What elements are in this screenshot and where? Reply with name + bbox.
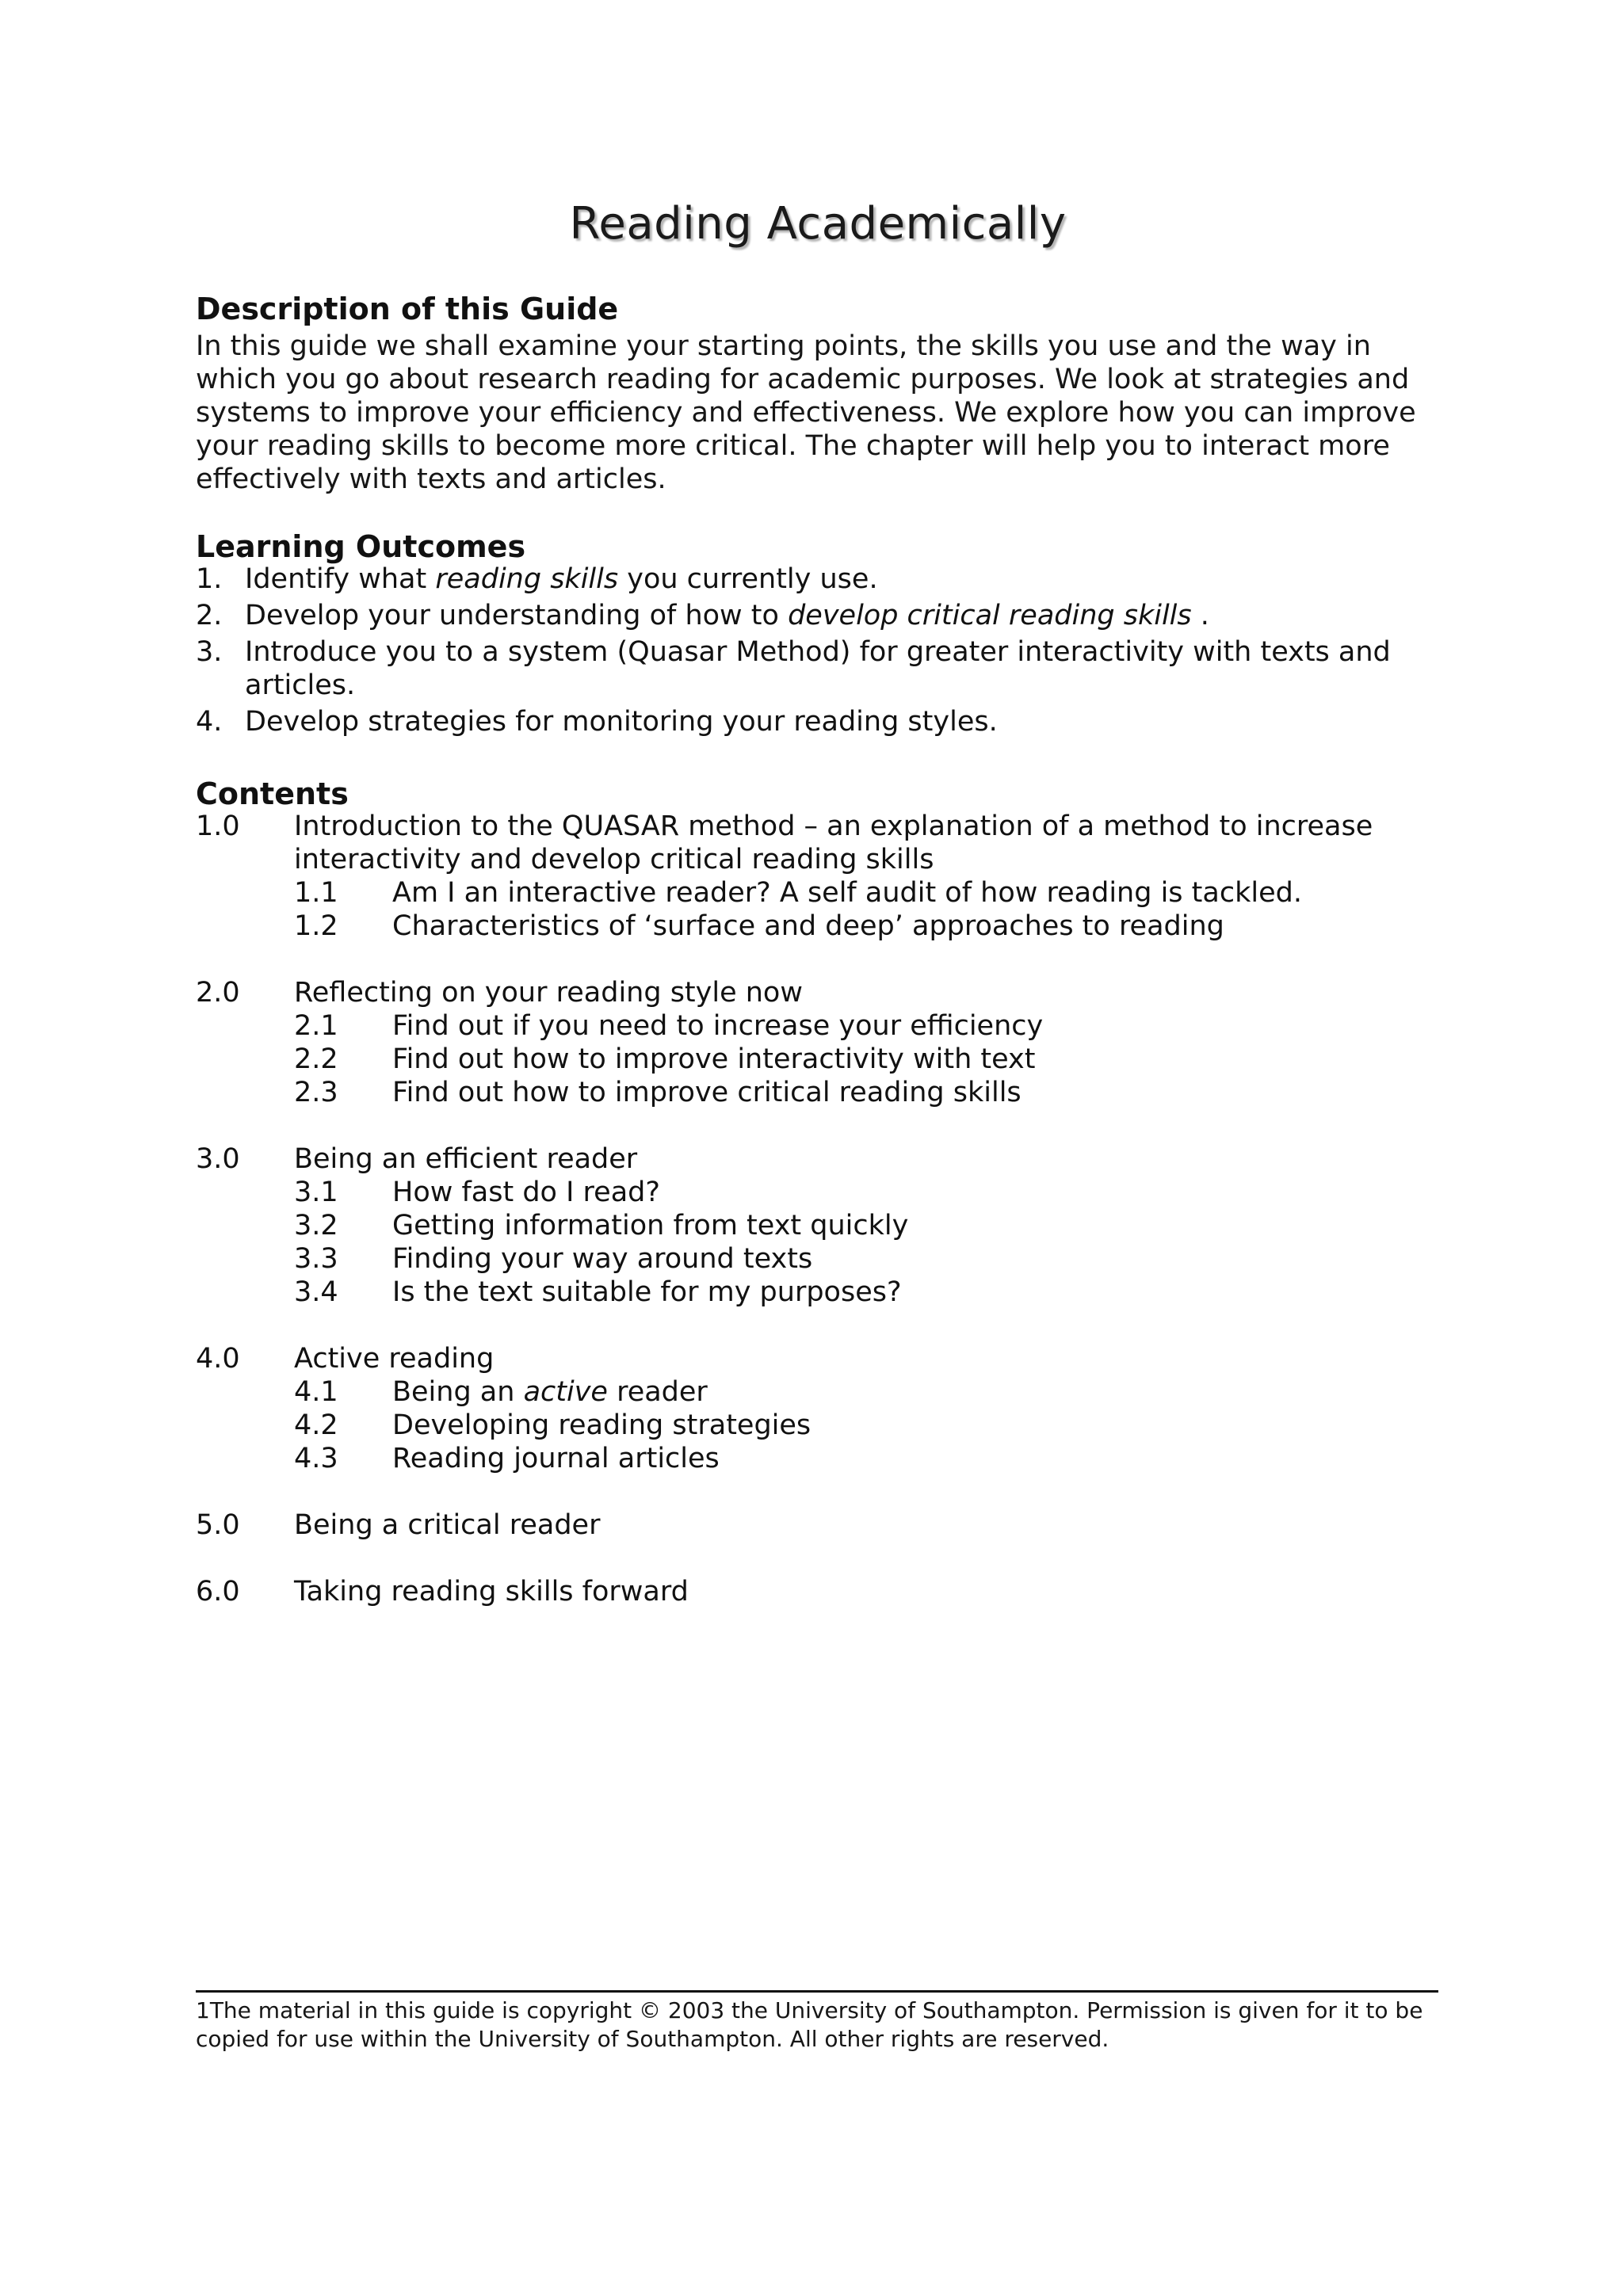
toc-entry-number: 4.0	[196, 1343, 240, 1375]
toc-subentry-label-end: reader	[607, 1376, 708, 1408]
description-heading: Description of this Guide	[196, 292, 619, 326]
toc-subentry-number: 2.2	[294, 1043, 338, 1075]
toc-entry-label: Taking reading skills forward	[294, 1576, 689, 1608]
toc-subentry-emphasis: active	[523, 1376, 608, 1408]
toc-entry-number: 1.0	[196, 810, 240, 842]
toc-subentry-label: Characteristics of ‘surface and deep’ approaches to reading	[392, 910, 1224, 942]
learning-outcome-item	[196, 563, 1440, 596]
learning-outcome-item	[196, 705, 1440, 738]
toc-subentry	[196, 1076, 1440, 1109]
toc-subentry-number: 1.1	[294, 877, 338, 909]
toc-entry-number: 3.0	[196, 1143, 240, 1175]
toc-subentry-label: Find out how to improve critical reading skills	[392, 1077, 1022, 1108]
footnote-divider	[196, 1990, 1438, 1993]
toc-subentry	[196, 1209, 1440, 1242]
outcome-number: 4.	[196, 706, 223, 738]
toc-subentry	[196, 910, 1440, 943]
toc-subentry-number: 4.2	[294, 1409, 338, 1441]
document-page	[196, 0, 1440, 2296]
toc-entry	[196, 1342, 1440, 1375]
toc-subentry-label: Developing reading strategies	[392, 1409, 812, 1441]
toc-section	[196, 1342, 1440, 1475]
toc-entry-label: Being a critical reader	[294, 1509, 601, 1541]
learning-outcomes-list	[196, 563, 1440, 742]
table-of-contents	[196, 810, 1440, 1642]
toc-entry-number: 6.0	[196, 1576, 240, 1608]
toc-subentry-number: 3.1	[294, 1177, 338, 1208]
toc-subentry-number: 1.2	[294, 910, 338, 942]
description-paragraph: In this guide we shall examine your starting points, the skills you use and the way in which you go about research reading for academic purposes. We look at strategies and systems to improve your efficiency and effectiveness. We explore how you can improve your reading skills to become more critical. The chapter will help you to interact more effectively with texts and articles.	[196, 330, 1416, 495]
toc-subentry	[196, 1176, 1440, 1209]
toc-entry	[196, 1575, 1440, 1608]
toc-subentry-label: How fast do I read?	[392, 1177, 660, 1208]
toc-subentry	[196, 1409, 1440, 1442]
outcome-text: Develop strategies for monitoring your reading styles.	[245, 706, 998, 738]
learning-outcome-item	[196, 599, 1440, 632]
learning-outcomes-heading: Learning Outcomes	[196, 529, 526, 564]
toc-entry	[196, 1508, 1440, 1542]
toc-subentry	[196, 876, 1440, 910]
toc-section	[196, 1142, 1440, 1309]
outcome-number: 3.	[196, 636, 223, 668]
toc-subentry	[196, 1242, 1440, 1276]
toc-subentry	[196, 1375, 1440, 1409]
toc-subentry-number: 2.3	[294, 1077, 338, 1108]
outcome-emphasis: reading skills	[435, 563, 619, 595]
toc-subentry-number: 4.3	[294, 1443, 338, 1474]
toc-section	[196, 1575, 1440, 1608]
outcome-text: Introduce you to a system (Quasar Method) for greater interactivity with texts and articles.	[245, 636, 1391, 701]
toc-subentry	[196, 1276, 1440, 1309]
outcome-number: 1.	[196, 563, 223, 595]
toc-entry-label: Introduction to the QUASAR method – an explanation of a method to increase interactivity and develop critical reading skills	[294, 810, 1373, 875]
toc-subentry-label: Am I an interactive reader? A self audit of how reading is tackled.	[392, 877, 1302, 909]
toc-subentry-label: Find out if you need to increase your efficiency	[392, 1010, 1044, 1042]
toc-subentry	[196, 1442, 1440, 1475]
toc-subentry-label: Reading journal articles	[392, 1443, 720, 1474]
toc-subentry	[196, 1043, 1440, 1076]
toc-subentry-number: 3.2	[294, 1210, 338, 1241]
toc-entry	[196, 810, 1440, 876]
toc-subentry-label: Being an	[392, 1376, 524, 1408]
toc-entry-label: Reflecting on your reading style now	[294, 977, 803, 1009]
outcome-text-end: you currently use.	[618, 563, 878, 595]
toc-subentry-number: 3.3	[294, 1243, 338, 1275]
toc-entry-label: Being an efficient reader	[294, 1143, 638, 1175]
document-title: Reading Academically	[569, 198, 1067, 250]
learning-outcome-item	[196, 635, 1440, 702]
outcome-emphasis: develop critical reading skills	[788, 600, 1192, 631]
outcome-text-end: .	[1191, 600, 1209, 631]
outcome-text: Identify what	[245, 563, 436, 595]
toc-subentry-number: 3.4	[294, 1276, 338, 1308]
toc-subentry-number: 2.1	[294, 1010, 338, 1042]
toc-entry-number: 2.0	[196, 977, 240, 1009]
toc-subentry-label: Getting information from text quickly	[392, 1210, 909, 1241]
toc-subentry-label: Find out how to improve interactivity with text	[392, 1043, 1036, 1075]
toc-entry-number: 5.0	[196, 1509, 240, 1541]
toc-subentry-label: Finding your way around texts	[392, 1243, 813, 1275]
toc-section	[196, 810, 1440, 943]
toc-subentry	[196, 1009, 1440, 1043]
contents-heading: Contents	[196, 776, 349, 811]
toc-subentry-number: 4.1	[294, 1376, 338, 1408]
copyright-footnote: 1The material in this guide is copyright © 2003 the University of Southampton. Permission is given for it to be copied for use within the University of Southampton. All other rights are reserved.	[196, 1997, 1423, 2052]
outcome-text: Develop your understanding of how to	[245, 600, 789, 631]
outcome-number: 2.	[196, 600, 223, 631]
toc-entry	[196, 976, 1440, 1009]
toc-subentry-label: Is the text suitable for my purposes?	[392, 1276, 902, 1308]
toc-entry	[196, 1142, 1440, 1176]
toc-section	[196, 1508, 1440, 1542]
toc-section	[196, 976, 1440, 1109]
toc-entry-label: Active reading	[294, 1343, 495, 1375]
